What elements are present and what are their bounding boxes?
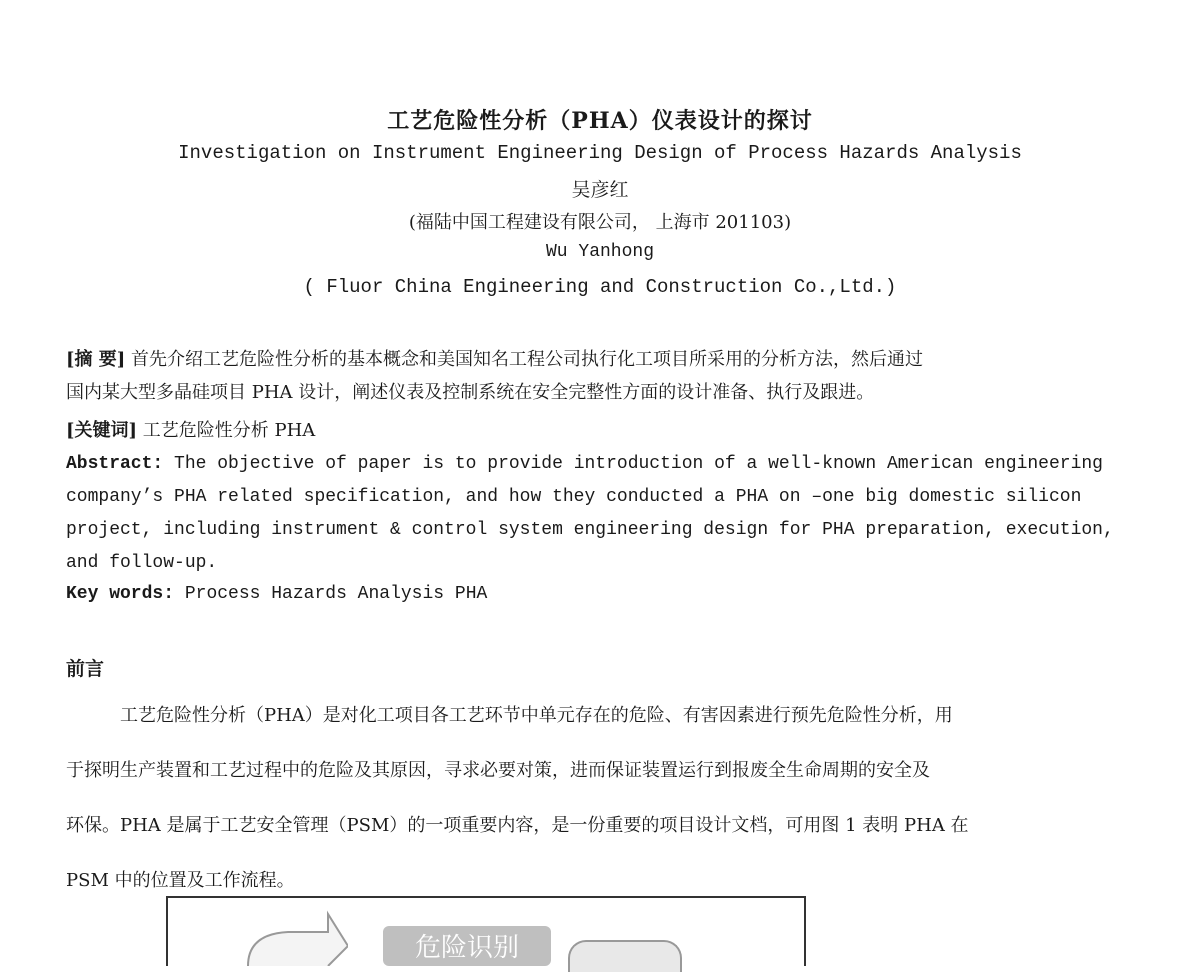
paper-title-en: Investigation on Instrument Engineering Design of Process Hazards Analysis <box>178 142 1022 164</box>
author-cn: 吴彦红 <box>571 179 629 201</box>
figure-1-frame <box>166 896 806 966</box>
preface-line: PSM 中的位置及工作流程。 <box>66 870 295 891</box>
flow-step-shape <box>568 940 682 972</box>
keywords-cn <box>66 416 1126 442</box>
abstract-en-line: and follow-up. <box>66 553 218 573</box>
abstract-cn-line <box>66 343 1126 376</box>
abstract-cn-line: 国内某大型多晶硅项目 PHA 设计，阐述仪表及控制系统在安全完整性方面的设计准备、执行及跟进。 <box>66 382 875 403</box>
abstract-en-text: The objective of paper is to provide introduction of a well-known American engineering <box>174 454 1103 474</box>
keywords-cn-label: [关键词] <box>66 420 138 441</box>
abstract-en-line: project, including instrument & control system engineering design for PHA preparation, execution, <box>66 520 1114 540</box>
preface-line: 环保。PHA 是属于工艺安全管理（PSM）的一项重要内容，是一份重要的项目设计文档，可用图 1 表明 PHA 在 <box>66 815 969 836</box>
paper-title-cn: 工艺危险性分析（PHA）仪表设计的探讨 <box>387 108 813 134</box>
preface-line: 工艺危险性分析（PHA）是对化工项目各工艺环节中单元存在的危险、有害因素进行预先危险性分析，用 <box>120 705 953 726</box>
author-en: Wu Yanhong <box>545 242 655 262</box>
abstract-cn-label: [摘 要] <box>66 349 126 370</box>
affiliation-en: ( Fluor China Engineering and Construction Co.,Ltd.) <box>303 276 897 298</box>
keywords-cn-value: 工艺危险性分析 PHA <box>142 420 316 441</box>
keywords-en-label: Key words: <box>66 584 175 604</box>
abstract-en-label: Abstract: <box>66 454 164 474</box>
preface-line: 于探明生产装置和工艺过程中的危险及其原因，寻求必要对策，进而保证装置运行到报废全生命周期的安全及 <box>66 760 930 781</box>
abstract-en <box>66 448 1126 580</box>
abstract-en-line <box>66 448 1126 481</box>
hazard-identification-box: 危险识别 <box>383 926 551 966</box>
abstract-cn <box>66 343 1126 409</box>
abstract-en-line: company’s PHA related specification, and how they conducted a PHA on –one big domestic silicon <box>66 487 1082 507</box>
affiliation-cn: (福陆中国工程建设有限公司， 上海市 201103) <box>408 212 792 233</box>
section-heading-preface: 前言 <box>66 658 105 680</box>
cycle-arrow-icon <box>238 906 348 966</box>
preface-body <box>66 688 1126 908</box>
keywords-en-value: Process Hazards Analysis PHA <box>184 584 488 604</box>
abstract-cn-text: 首先介绍工艺危险性分析的基本概念和美国知名工程公司执行化工项目所采用的分析方法，然后通过 <box>131 349 924 370</box>
keywords-en <box>66 584 1126 604</box>
